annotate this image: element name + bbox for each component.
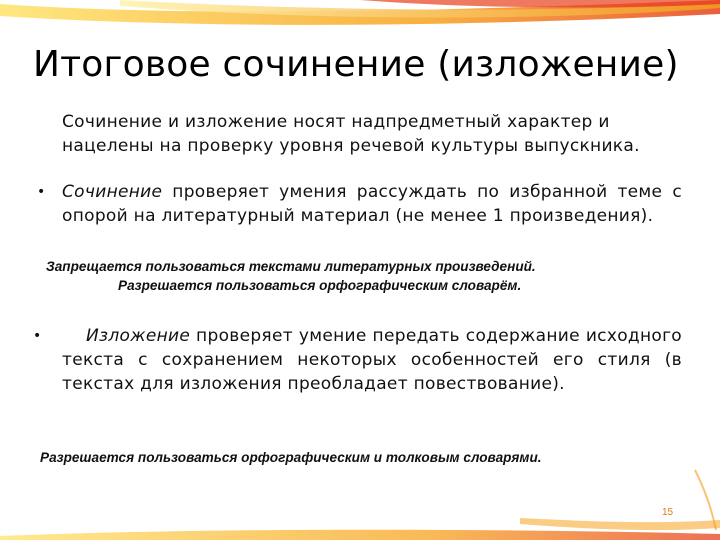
summary-term: Изложение <box>86 326 191 346</box>
intro-paragraph: Сочинение и изложение носят надпредметный характер и нацелены на проверку уровня речевой культуры выпускника. <box>62 112 640 156</box>
summary-permission-note: Разрешается пользоваться орфографическим и толковым словарями. <box>40 450 542 465</box>
essay-paragraph <box>62 180 682 228</box>
bullet-dot-icon: • <box>33 328 42 344</box>
essay-term: Сочинение <box>62 182 163 202</box>
bullet-dot-icon: • <box>37 184 46 200</box>
slide-title: Итоговое сочинение (изложение) <box>33 44 679 85</box>
essay-prohibition-note: Запрещается пользоваться текстами литературных произведений. <box>46 259 536 274</box>
page-number: 15 <box>662 507 674 518</box>
essay-text: проверяет умения рассуждать по избранной теме с опорой на литературный материал (не менее 1 произведения). <box>62 182 682 226</box>
summary-paragraph <box>62 324 682 396</box>
essay-permission-note: Разрешается пользоваться орфографическим словарём. <box>118 278 522 293</box>
summary-text: проверяет умение передать содержание исходного текста с сохранением некоторых особенностей его стиля (в текстах для изложения преобладает повествование). <box>62 326 682 394</box>
